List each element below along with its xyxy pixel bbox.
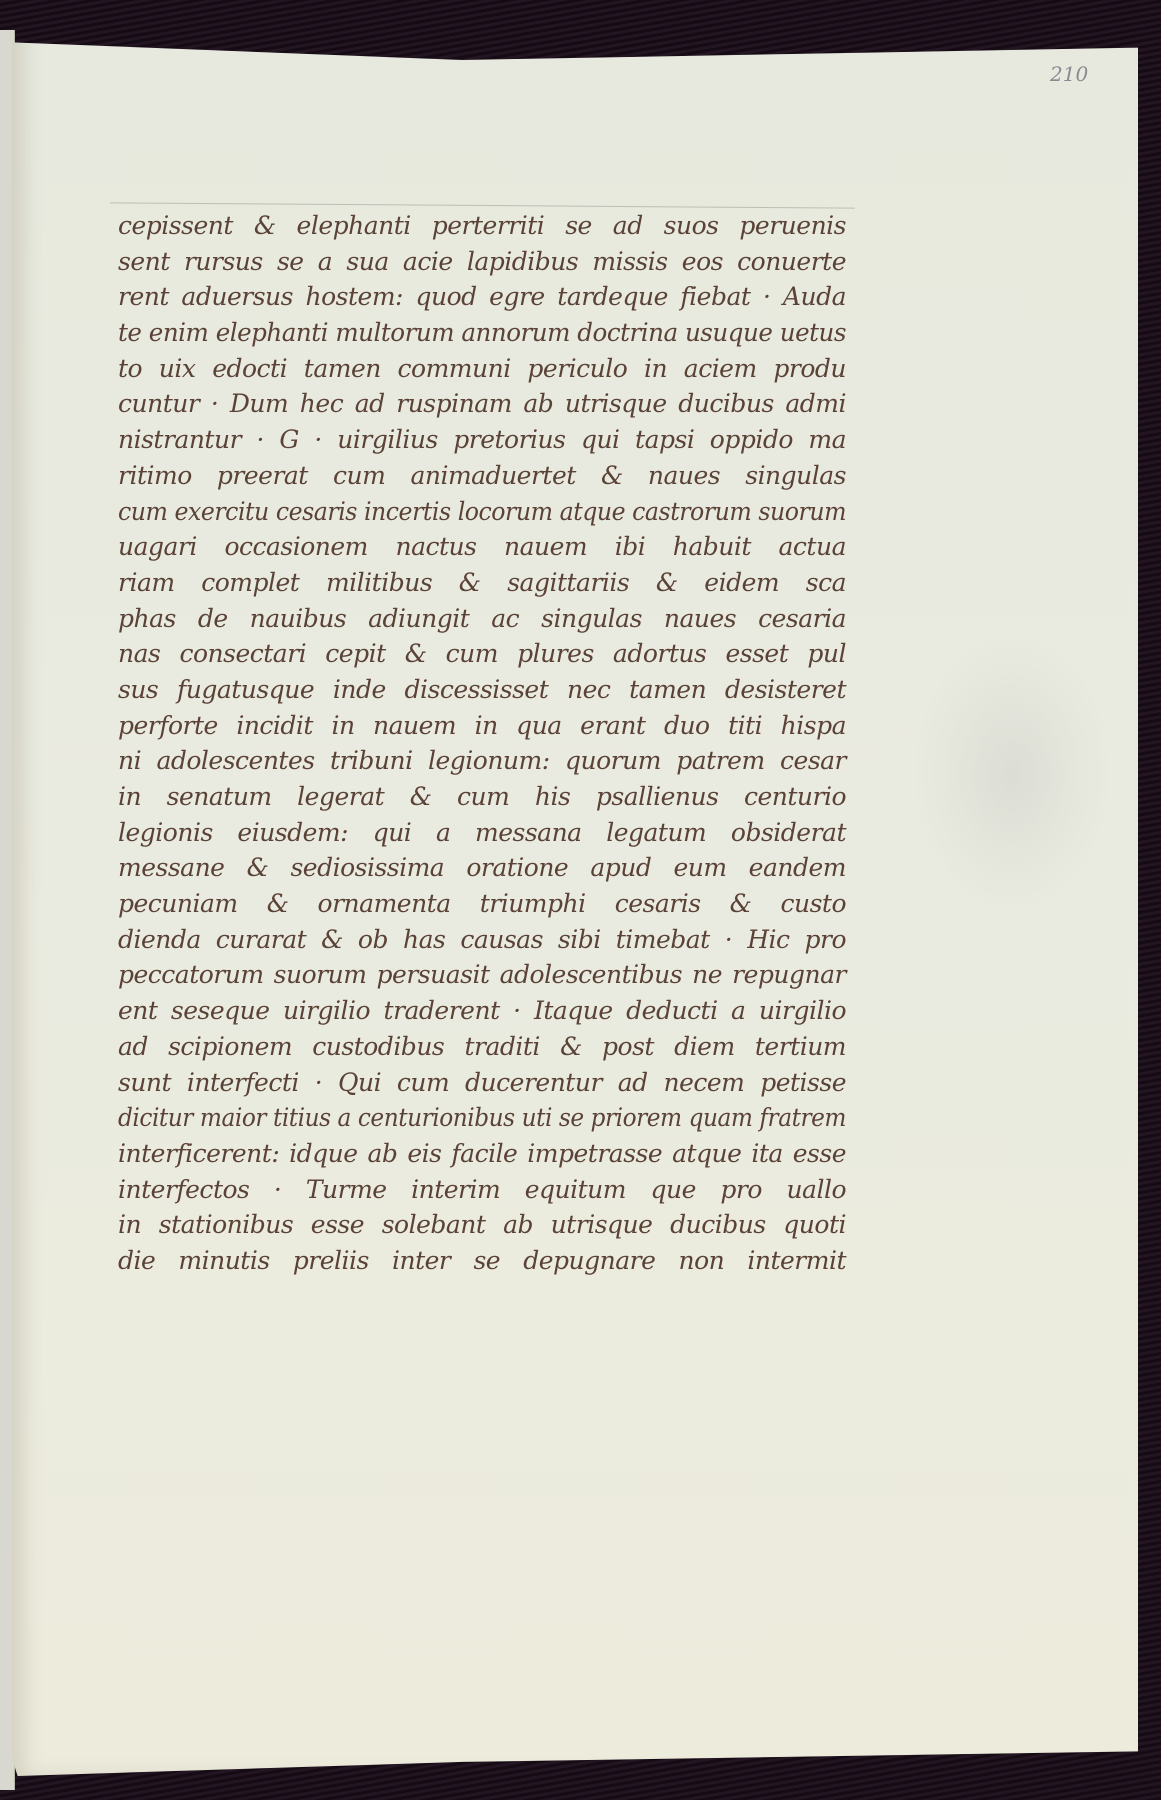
manuscript-text-block	[118, 208, 846, 1279]
text-line: ent seseque uirgilio traderent · Itaque deducti a uirgilio	[118, 996, 846, 1026]
text-line: te enim elephanti multorum annorum doctrina usuque uetus	[118, 318, 846, 348]
text-line: in stationibus esse solebant ab utrisque ducibus quoti	[118, 1210, 846, 1240]
text-line: peccatorum suorum persuasit adolescentibus ne repugnar	[118, 960, 846, 990]
text-line: sus fugatusque inde discessisset nec tamen desisteret	[118, 674, 846, 704]
text-line: interficerent: idque ab eis facile impetrasse atque ita esse	[118, 1138, 846, 1168]
text-line: die minutis preliis inter se depugnare non intermit	[118, 1245, 846, 1275]
text-line: dienda curarat & ob has causas sibi timebat · Hic pro	[118, 924, 846, 954]
text-line: to uix edocti tamen communi periculo in aciem produ	[118, 353, 846, 383]
text-line: sunt interfecti · Qui cum ducerentur ad necem petisse	[118, 1067, 846, 1097]
text-line: cepissent & elephanti perterriti se ad suos peruenis	[118, 211, 846, 240]
text-line: messane & sediosissima oratione apud eum eandem	[118, 853, 846, 883]
page-stain	[912, 636, 1112, 916]
text-line: dicitur maior titius a centurionibus uti se priorem quam fratrem	[118, 1103, 846, 1133]
text-line: ad scipionem custodibus traditi & post diem tertium	[118, 1031, 846, 1061]
text-line: in senatum legerat & cum his psallienus centurio	[118, 782, 846, 811]
text-line: legionis eiusdem: qui a messana legatum obsiderat	[118, 817, 846, 847]
text-line: cum exercitu cesaris incertis locorum atque castrorum suorum	[118, 496, 846, 526]
text-line: rent aduersus hostem: quod egre tardeque fiebat · Auda	[118, 282, 846, 312]
text-line: nas consectari cepit & cum plures adortus esset pul	[118, 639, 846, 669]
text-line: riam complet militibus & sagittariis & eidem sca	[118, 567, 846, 597]
text-line: sent rursus se a sua acie lapidibus missis eos conuerte	[118, 246, 846, 276]
text-line: ni adolescentes tribuni legionum: quorum patrem cesar	[118, 746, 846, 776]
text-line: ritimo preerat cum animaduertet & naues singulas	[118, 460, 846, 490]
text-line: cuntur · Dum hec ad ruspinam ab utrisque ducibus admi	[118, 389, 846, 419]
folio-number: 210	[1050, 62, 1089, 86]
text-line: pecuniam & ornamenta triumphi cesaris & custo	[118, 889, 846, 919]
text-line: interfectos · Turme interim equitum que pro uallo	[118, 1174, 846, 1204]
text-line: perforte incidit in nauem in qua erant duo titi hispa	[118, 710, 846, 740]
text-line: phas de nauibus adiungit ac singulas naues cesaria	[118, 603, 846, 633]
text-line: nistrantur · G · uirgilius pretorius qui tapsi oppido ma	[118, 425, 846, 455]
text-line: uagari occasionem nactus nauem ibi habuit actua	[118, 532, 846, 562]
